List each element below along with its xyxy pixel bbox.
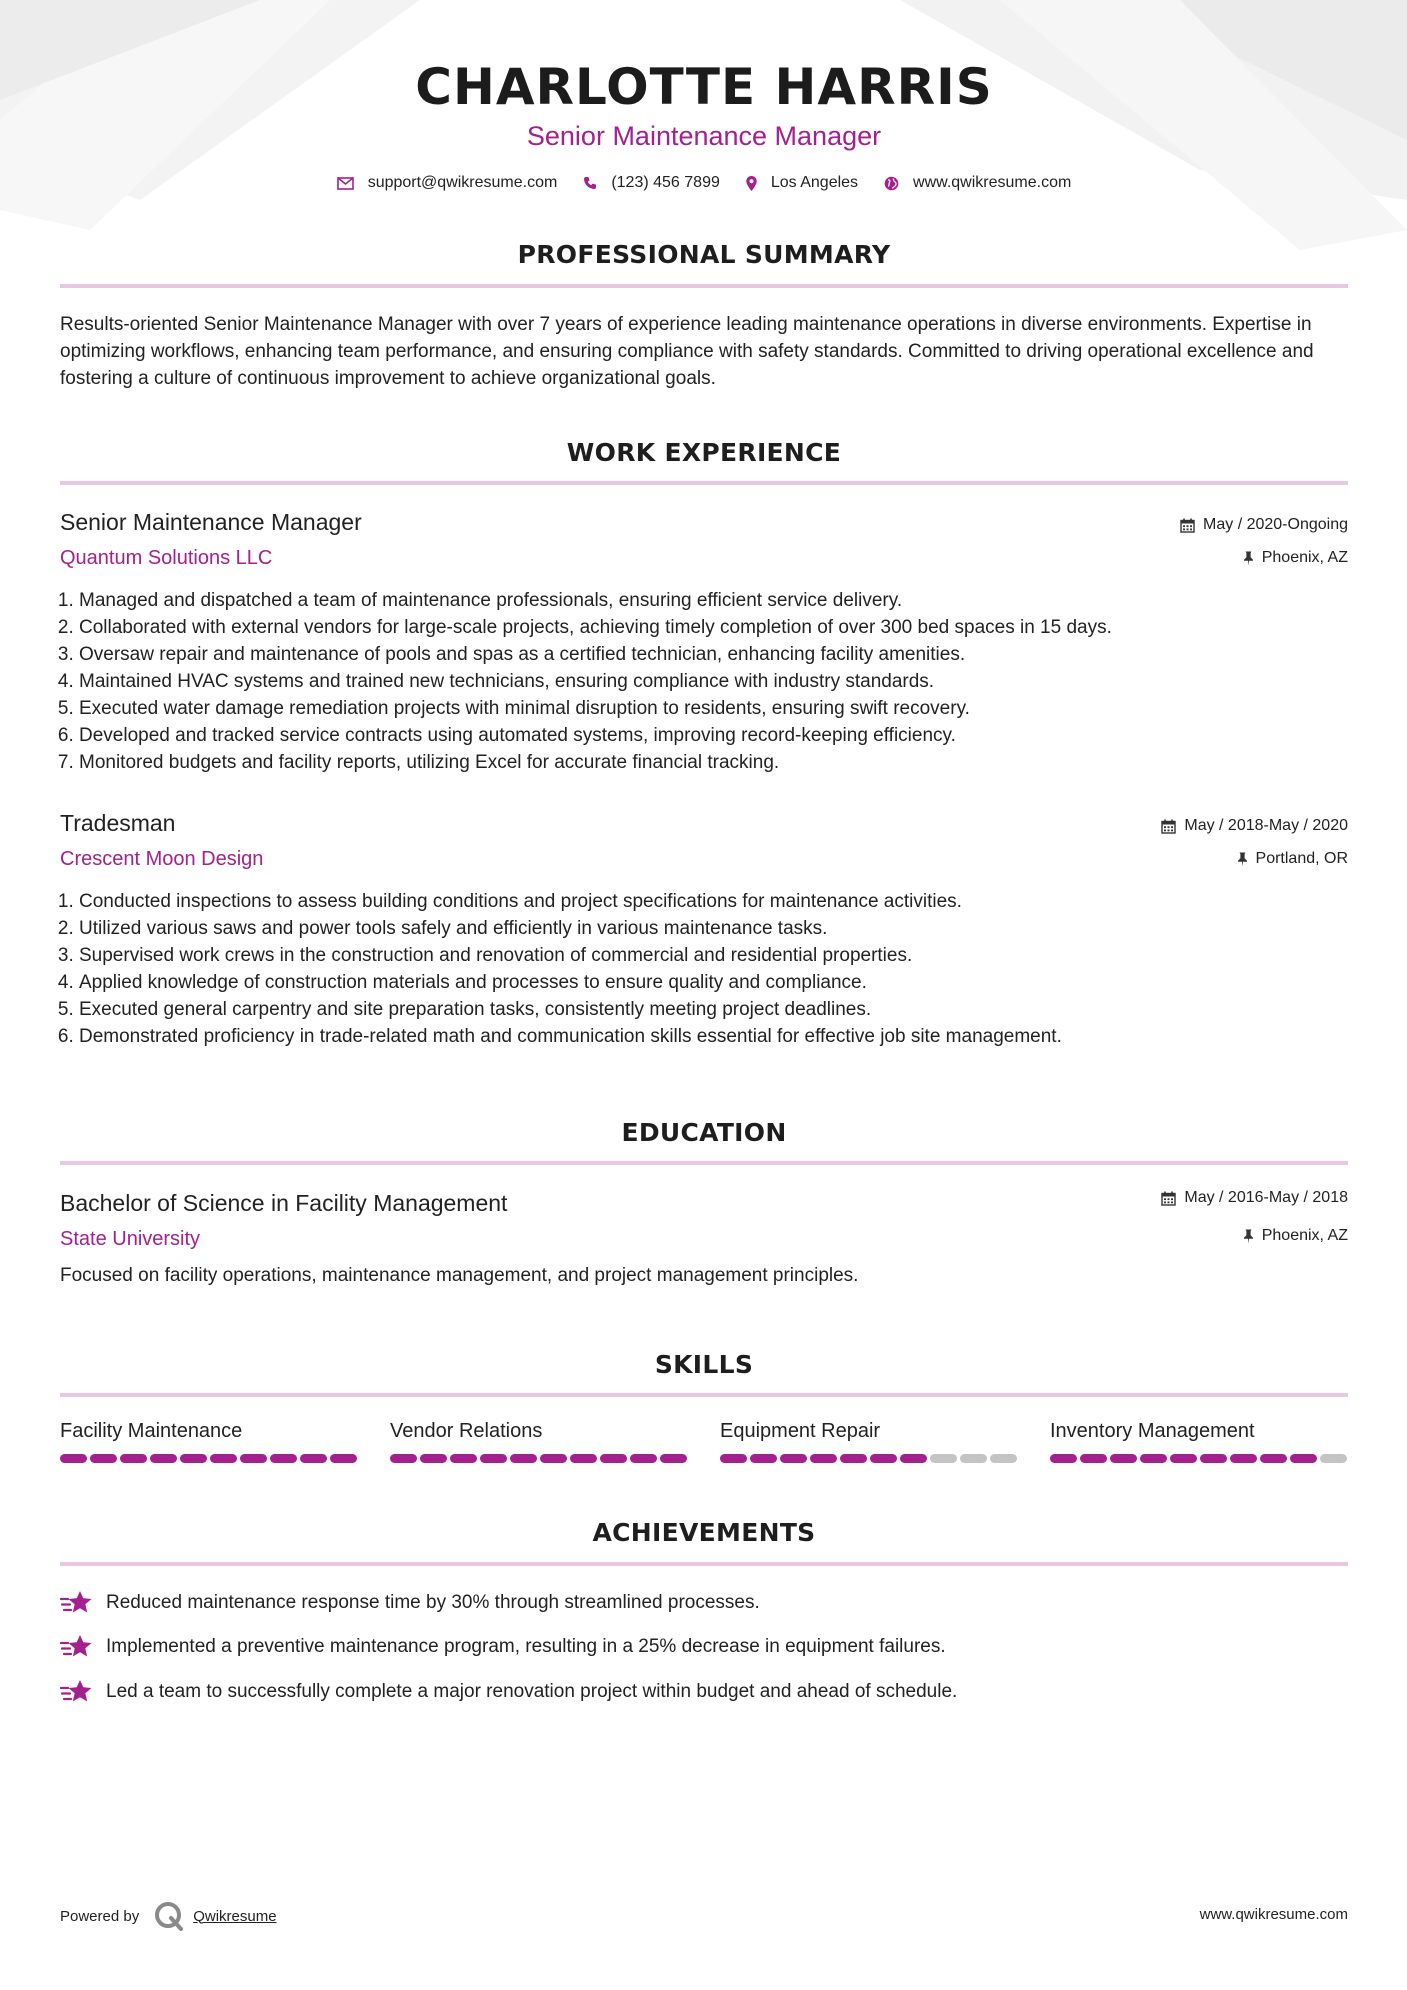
skill-segment-empty <box>1320 1454 1347 1463</box>
list-item: 6. Demonstrated proficiency in trade-related math and communication skills essential for effective job site management. <box>79 1023 1367 1050</box>
summary-text: Results-oriented Senior Maintenance Manager with over 7 years of experience leading maintenance operations in diverse environments. Expertise in optimizing workflows, enhancing team performance, and ensuring compliance with safety standards. Committed to driving operational excellence and fostering a culture of continuous improvement to achieve organizational goals. <box>60 314 1314 389</box>
list-item: 1. Conducted inspections to assess building conditions and project specifications for maintenance activities. <box>79 888 1367 915</box>
footer-powered-by <box>60 1900 277 1932</box>
contact-bar <box>60 174 1348 192</box>
list-item: 2. Collaborated with external vendors for large-scale projects, achieving timely completion of over 300 bed spaces in 15 days. <box>79 614 1367 641</box>
skill-segment-filled <box>1080 1454 1107 1463</box>
skill-level-bar <box>60 1454 360 1463</box>
calendar-icon <box>1161 1191 1176 1206</box>
skill-name: Inventory Management <box>1050 1420 1255 1442</box>
contact-phone-text: (123) 456 7899 <box>611 174 720 191</box>
qwikresume-logo-icon <box>153 1900 185 1932</box>
list-item: 3. Oversaw repair and maintenance of pools and spas as a certified technician, enhancing facility amenities. <box>79 641 1367 668</box>
pushpin-icon <box>1243 1229 1254 1244</box>
list-item: 4. Maintained HVAC systems and trained new technicians, ensuring compliance with industry standards. <box>79 668 1367 695</box>
skill-segment-filled <box>390 1454 417 1463</box>
contact-website-text: www.qwikresume.com <box>913 174 1072 191</box>
list-item: 1. Managed and dispatched a team of maintenance professionals, ensuring efficient service delivery. <box>79 587 1367 614</box>
achievement-item <box>60 1679 957 1705</box>
skill-segment-filled <box>720 1454 747 1463</box>
skill-segment-filled <box>1200 1454 1227 1463</box>
job-company: Crescent Moon Design <box>60 848 264 870</box>
skill-segment-empty <box>990 1454 1017 1463</box>
education-location <box>1243 1227 1348 1245</box>
skill-item <box>60 1420 360 1463</box>
job-date-text: May / 2018-May / 2020 <box>1184 817 1348 834</box>
skill-segment-filled <box>840 1454 867 1463</box>
summary-divider <box>60 284 1348 288</box>
phone-icon <box>583 176 597 190</box>
skill-item <box>720 1420 1020 1463</box>
list-item: 4. Applied knowledge of construction materials and processes to ensure quality and compliance. <box>79 969 1367 996</box>
contact-email-text: support@qwikresume.com <box>367 174 558 191</box>
skill-segment-filled <box>120 1454 147 1463</box>
education-date-text: May / 2016-May / 2018 <box>1184 1189 1348 1206</box>
skill-name: Equipment Repair <box>720 1420 881 1442</box>
globe-icon <box>884 176 899 191</box>
skill-segment-empty <box>960 1454 987 1463</box>
education-location-text: Phoenix, AZ <box>1261 1227 1348 1244</box>
calendar-icon <box>1161 819 1176 834</box>
skill-segment-filled <box>510 1454 537 1463</box>
achievement-text: Reduced maintenance response time by 30% through streamlined processes. <box>106 1592 760 1613</box>
job-company: Quantum Solutions LLC <box>60 547 273 569</box>
candidate-title: Senior Maintenance Manager <box>526 121 882 151</box>
pushpin-icon <box>1237 852 1248 867</box>
skill-name: Facility Maintenance <box>60 1420 243 1442</box>
skill-segment-filled <box>570 1454 597 1463</box>
experience-divider <box>60 481 1348 485</box>
job-responsibilities <box>60 587 1367 776</box>
star-icon <box>60 1679 94 1705</box>
footer-website[interactable]: www.qwikresume.com <box>1199 1906 1348 1923</box>
skill-segment-filled <box>90 1454 117 1463</box>
skill-segment-filled <box>180 1454 207 1463</box>
list-item: 5. Executed general carpentry and site preparation tasks, consistently meeting project deadlines. <box>79 996 1367 1023</box>
pushpin-icon <box>1243 551 1254 566</box>
job-date <box>1180 516 1348 534</box>
skill-segment-filled <box>420 1454 447 1463</box>
achievement-item <box>60 1634 946 1660</box>
summary-heading: PROFESSIONAL SUMMARY <box>517 240 891 269</box>
calendar-icon <box>1180 518 1195 533</box>
list-item: 6. Developed and tracked service contracts using automated systems, improving record-keeping efficiency. <box>79 722 1367 749</box>
list-item: 3. Supervised work crews in the construction and renovation of commercial and residential properties. <box>79 942 1367 969</box>
envelope-icon <box>337 177 354 190</box>
skills-heading: SKILLS <box>654 1350 754 1379</box>
contact-website[interactable] <box>884 174 1071 192</box>
list-item: 7. Monitored budgets and facility reports, utilizing Excel for accurate financial tracking. <box>79 749 1367 776</box>
candidate-name: CHARLOTTE HARRIS <box>415 58 993 116</box>
skill-segment-filled <box>210 1454 237 1463</box>
skill-segment-filled <box>480 1454 507 1463</box>
education-description: Focused on facility operations, maintenance management, and project management principles. <box>60 1265 859 1286</box>
contact-location <box>746 174 858 192</box>
skill-segment-filled <box>540 1454 567 1463</box>
list-item: 2. Utilized various saws and power tools safely and efficiently in various maintenance tasks. <box>79 915 1367 942</box>
skill-segment-filled <box>660 1454 687 1463</box>
education-heading: EDUCATION <box>621 1118 787 1147</box>
job-title: Tradesman <box>60 810 176 836</box>
job-responsibilities <box>60 888 1367 1050</box>
contact-phone[interactable] <box>583 174 720 192</box>
skill-segment-filled <box>60 1454 87 1463</box>
skill-level-bar <box>390 1454 690 1463</box>
skill-segment-filled <box>900 1454 927 1463</box>
achievements-heading: ACHIEVEMENTS <box>592 1518 816 1547</box>
skill-segment-filled <box>1260 1454 1287 1463</box>
achievement-text: Led a team to successfully complete a major renovation project within budget and ahead of schedule. <box>106 1681 958 1702</box>
powered-by-label: Powered by <box>60 1907 140 1925</box>
skill-item <box>1050 1420 1350 1463</box>
job-location <box>1237 850 1348 868</box>
job-title: Senior Maintenance Manager <box>60 509 362 535</box>
skill-segment-filled <box>240 1454 267 1463</box>
skills-divider <box>60 1393 1348 1397</box>
skill-segment-filled <box>150 1454 177 1463</box>
qwikresume-link[interactable]: Qwikresume <box>193 1907 277 1925</box>
skill-level-bar <box>1050 1454 1350 1463</box>
skill-segment-filled <box>330 1454 357 1463</box>
education-degree: Bachelor of Science in Facility Management <box>60 1190 508 1216</box>
skill-segment-filled <box>1170 1454 1197 1463</box>
skill-segment-filled <box>750 1454 777 1463</box>
job-date-text: May / 2020-Ongoing <box>1203 516 1348 533</box>
skill-name: Vendor Relations <box>390 1420 543 1442</box>
skill-segment-filled <box>600 1454 627 1463</box>
skill-segment-filled <box>1110 1454 1137 1463</box>
job-date <box>1161 817 1348 835</box>
achievements-divider <box>60 1562 1348 1566</box>
skill-segment-filled <box>270 1454 297 1463</box>
education-school: State University <box>60 1228 201 1250</box>
skill-item <box>390 1420 690 1463</box>
education-divider <box>60 1161 1348 1165</box>
achievement-item <box>60 1590 760 1616</box>
contact-email[interactable] <box>337 174 558 192</box>
job-location-text: Portland, OR <box>1255 850 1348 867</box>
skill-segment-filled <box>1050 1454 1077 1463</box>
skill-segment-filled <box>630 1454 657 1463</box>
skill-segment-empty <box>930 1454 957 1463</box>
achievement-text: Implemented a preventive maintenance program, resulting in a 25% decrease in equipment failures. <box>106 1636 946 1657</box>
education-date <box>1161 1189 1348 1207</box>
skill-segment-filled <box>1290 1454 1317 1463</box>
map-pin-icon <box>746 176 757 191</box>
star-icon <box>60 1634 94 1660</box>
list-item: 5. Executed water damage remediation projects with minimal disruption to residents, ensuring swift recovery. <box>79 695 1367 722</box>
contact-location-text: Los Angeles <box>770 174 859 191</box>
job-location <box>1243 549 1348 567</box>
skill-segment-filled <box>810 1454 837 1463</box>
job-location-text: Phoenix, AZ <box>1261 549 1348 566</box>
skill-segment-filled <box>300 1454 327 1463</box>
skill-segment-filled <box>450 1454 477 1463</box>
skill-segment-filled <box>780 1454 807 1463</box>
skill-segment-filled <box>1230 1454 1257 1463</box>
skill-segment-filled <box>1140 1454 1167 1463</box>
skill-segment-filled <box>870 1454 897 1463</box>
skill-level-bar <box>720 1454 1020 1463</box>
experience-heading: WORK EXPERIENCE <box>566 438 842 467</box>
star-icon <box>60 1590 94 1616</box>
